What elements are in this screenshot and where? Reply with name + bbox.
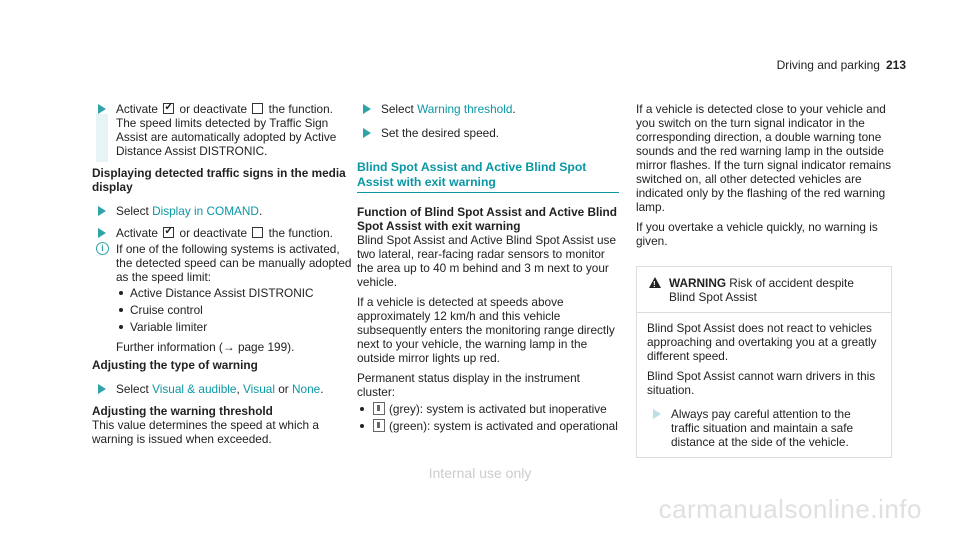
step-text: the function. [265, 102, 333, 116]
step-text: Select [116, 382, 153, 396]
step-text: . [512, 102, 516, 116]
heading-warning-threshold: Adjusting the warning threshold [92, 404, 273, 418]
step-text: Activate [116, 102, 162, 116]
blind-spot-status-icon-green [373, 419, 385, 432]
menu-link-visual-audible[interactable]: Visual & audible [152, 382, 237, 396]
step-arrow-icon [98, 206, 106, 216]
step-text: Set the desired speed. [381, 126, 500, 140]
list-item-text: (green): system is activated and operational [389, 419, 618, 433]
warning-label: WARNING [669, 276, 727, 290]
heading-media-display: Displaying detected traffic signs in the media display [92, 166, 346, 194]
list-item [357, 402, 619, 416]
paragraph: Blind Spot Assist cannot warn drivers in this situation. [647, 369, 876, 397]
menu-link-none[interactable]: None [292, 382, 321, 396]
step-text: Select [381, 102, 418, 116]
blind-spot-status-icon-grey [373, 402, 385, 415]
step-select-warning-type [92, 382, 354, 396]
paragraph: If a vehicle is detected close to your vehicle and you switch on the turn signal indicator in the corresponding direction, a double warning tone sounds and the red warning lamp in the outside mirror flashes. If the turn signal indicator remains switched on, all other detected vehicles are indicated only by the flashing of the red warning lamp. [636, 102, 892, 214]
step-text: Always pay careful attention to the traffic situation and maintain a safe distance at the side of the vehicle. [671, 407, 854, 449]
checkbox-checked-icon [163, 103, 174, 114]
step-text: or [274, 382, 292, 396]
paragraph: This value determines the speed at which a warning is issued when exceeded. [92, 418, 319, 446]
warning-triangle-icon [649, 277, 661, 288]
step-text: . [258, 204, 263, 218]
info-text: If one of the following systems is activated, the detected speed can be manually adopted as the speed limit: [116, 242, 352, 284]
info-icon: i [96, 242, 109, 255]
section-title: Driving and parking [776, 58, 880, 72]
section-heading-blind-spot: Blind Spot Assist and Active Blind Spot Assist with exit warning [357, 160, 619, 193]
info-note [92, 242, 354, 354]
paragraph: Permanent status display in the instrument cluster: [357, 371, 580, 399]
step-text: Select [116, 204, 153, 218]
step-arrow-icon [98, 104, 106, 114]
menu-link-display-in-comand[interactable]: Display in COMAND [152, 204, 259, 218]
divider [637, 312, 891, 313]
step-text: the function. [265, 226, 333, 240]
step-arrow-icon [98, 384, 106, 394]
page-number: 213 [885, 58, 906, 72]
step-select-threshold [357, 102, 619, 116]
footer-internal-use: Internal use only [428, 465, 532, 481]
status-list [357, 402, 619, 433]
step-activate-function-2 [92, 226, 354, 240]
step-text: Activate [116, 226, 162, 240]
step-arrow-icon [98, 228, 106, 238]
step-text: , [236, 382, 244, 396]
system-list [116, 286, 354, 334]
step-arrow-icon [363, 104, 371, 114]
warning-title-text: Risk of accident despite Blind Spot Assist [669, 276, 854, 304]
paragraph: Blind Spot Assist does not react to vehicles approaching and overtaking you at a greatly different speed. [647, 321, 877, 363]
paragraph: If a vehicle is detected at speeds above approximately 12 km/h and this vehicle subsequently enters the monitoring range directly next to your vehicle, the warning lamp in the outside mirror lights up red. [357, 295, 615, 365]
checkbox-empty-icon [252, 227, 263, 238]
heading-warning-type: Adjusting the type of warning [92, 358, 258, 372]
step-set-speed [357, 126, 619, 140]
paragraph: Blind Spot Assist and Active Blind Spot Assist use two lateral, rear-facing radar sensors to monitor the area up to 40 m behind and 3 m next to your vehicle. [357, 233, 617, 289]
step-text: or deactivate [176, 226, 251, 240]
menu-link-warning-threshold[interactable]: Warning threshold [417, 102, 513, 116]
page-header [777, 58, 906, 72]
list-item [357, 419, 619, 433]
step-select-display [92, 204, 354, 218]
column-2 [357, 102, 619, 439]
list-item: Active Distance Assist DISTRONIC [116, 286, 354, 300]
step-activate-function [92, 102, 354, 158]
list-item: Cruise control [116, 303, 354, 317]
heading-function: Function of Blind Spot Assist and Active Blind Spot Assist with exit warning [357, 205, 617, 233]
step-text: or deactivate [176, 102, 251, 116]
warning-box [636, 266, 892, 458]
checkbox-checked-icon [163, 227, 174, 238]
paragraph: If you overtake a vehicle quickly, no warning is given. [636, 220, 878, 248]
further-info: Further information (→ page 199). [116, 340, 295, 354]
column-1 [92, 102, 354, 452]
step-note: The speed limits detected by Traffic Sign Assist are automatically adopted by Active Distance Assist DISTRONIC. [116, 116, 337, 158]
step-arrow-icon [653, 409, 661, 419]
column-3 [636, 102, 892, 458]
step-text: . [320, 382, 324, 396]
list-item-text: (grey): system is activated but inoperative [389, 402, 607, 416]
checkbox-empty-icon [252, 103, 263, 114]
list-item: Variable limiter [116, 320, 354, 334]
watermark: carmanualsonline.info [658, 494, 922, 524]
step-pay-attention [647, 407, 881, 449]
menu-link-visual[interactable]: Visual [243, 382, 275, 396]
warning-title [647, 276, 881, 304]
step-arrow-icon [363, 128, 371, 138]
